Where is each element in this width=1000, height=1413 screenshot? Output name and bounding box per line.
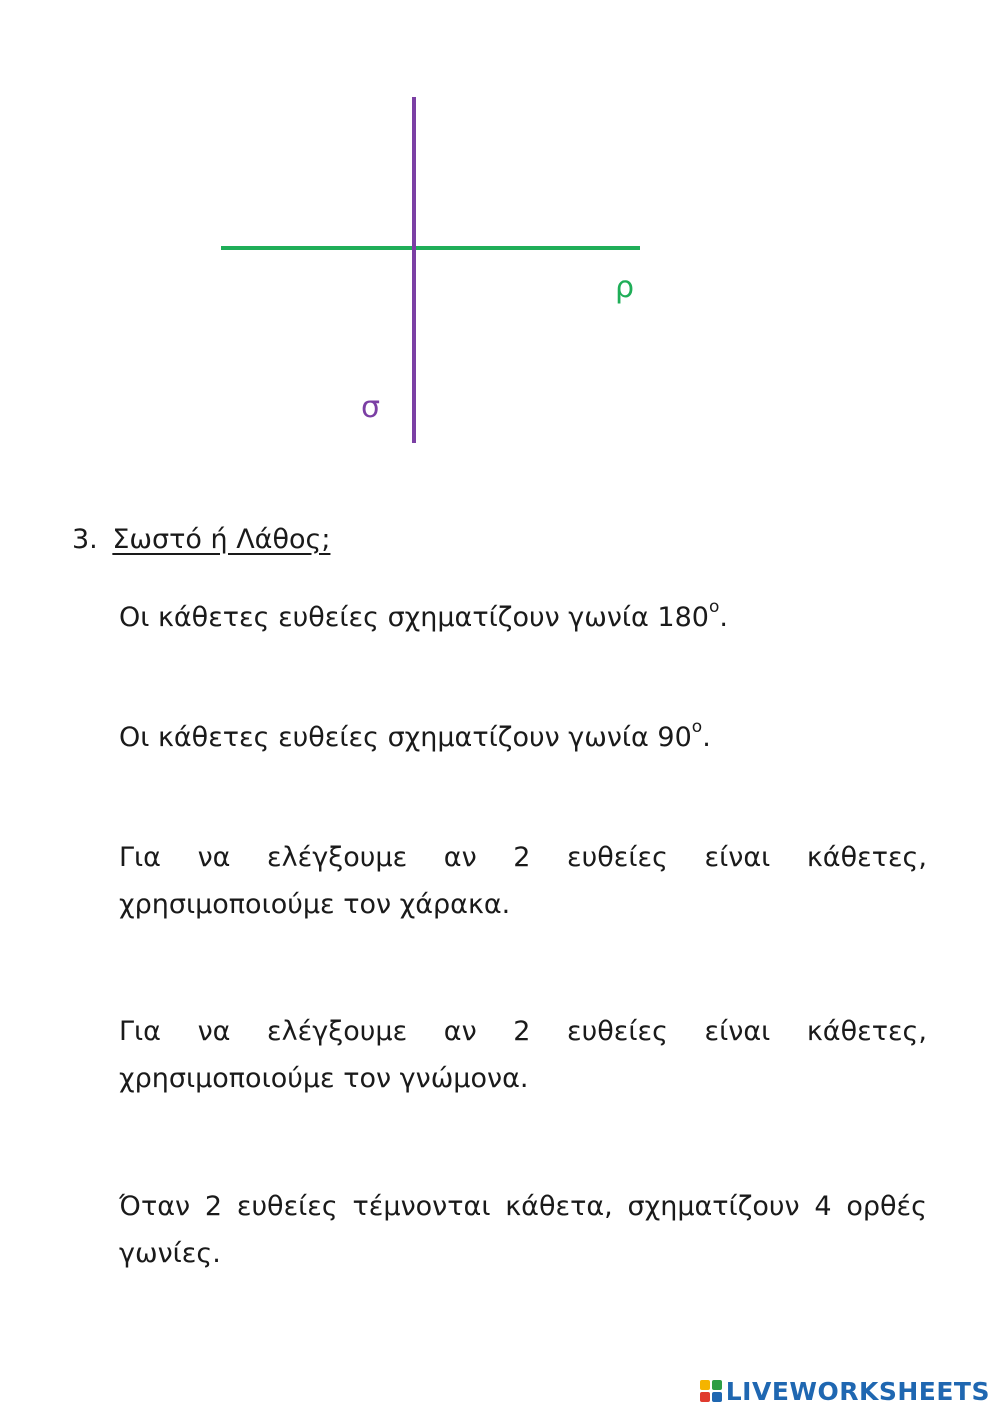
statement-2-text: Οι κάθετες ευθείες σχηματίζουν γωνία 90 [119,722,692,753]
exercise-title: Σωστό ή Λάθος; [112,524,331,555]
perpendicular-lines-diagram [0,0,1000,470]
statement-5: Όταν 2 ευθείες τέμνονται κάθετα, σχηματίζουν 4 ορθές γωνίες. [119,1191,927,1269]
degree-symbol: ο [708,597,720,617]
liveworksheets-brand [700,1375,990,1407]
degree-symbol: ο [691,717,703,737]
liveworksheets-logo-text: LIVEWORKSHEETS [725,1376,990,1406]
line-rho-label: ρ [615,270,635,305]
statement-2-end: . [702,722,711,753]
statement-1 [119,594,927,641]
exercise-heading [72,520,330,560]
line-sigma-label: σ [361,390,381,425]
statement-2 [119,714,927,761]
exercise-number: 3. [72,524,98,555]
statement-1-end: . [719,602,728,633]
statement-4: Για να ελέγξουμε αν 2 ευθείες είναι κάθετες, χρησιμοποιούμε τον γνώμονα. [119,1016,927,1094]
statement-3: Για να ελέγξουμε αν 2 ευθείες είναι κάθετες, χρησιμοποιούμε τον χάρακα. [119,842,927,920]
statement-1-text: Οι κάθετες ευθείες σχηματίζουν γωνία 180 [119,602,709,633]
liveworksheets-logo-icon [700,1380,722,1402]
